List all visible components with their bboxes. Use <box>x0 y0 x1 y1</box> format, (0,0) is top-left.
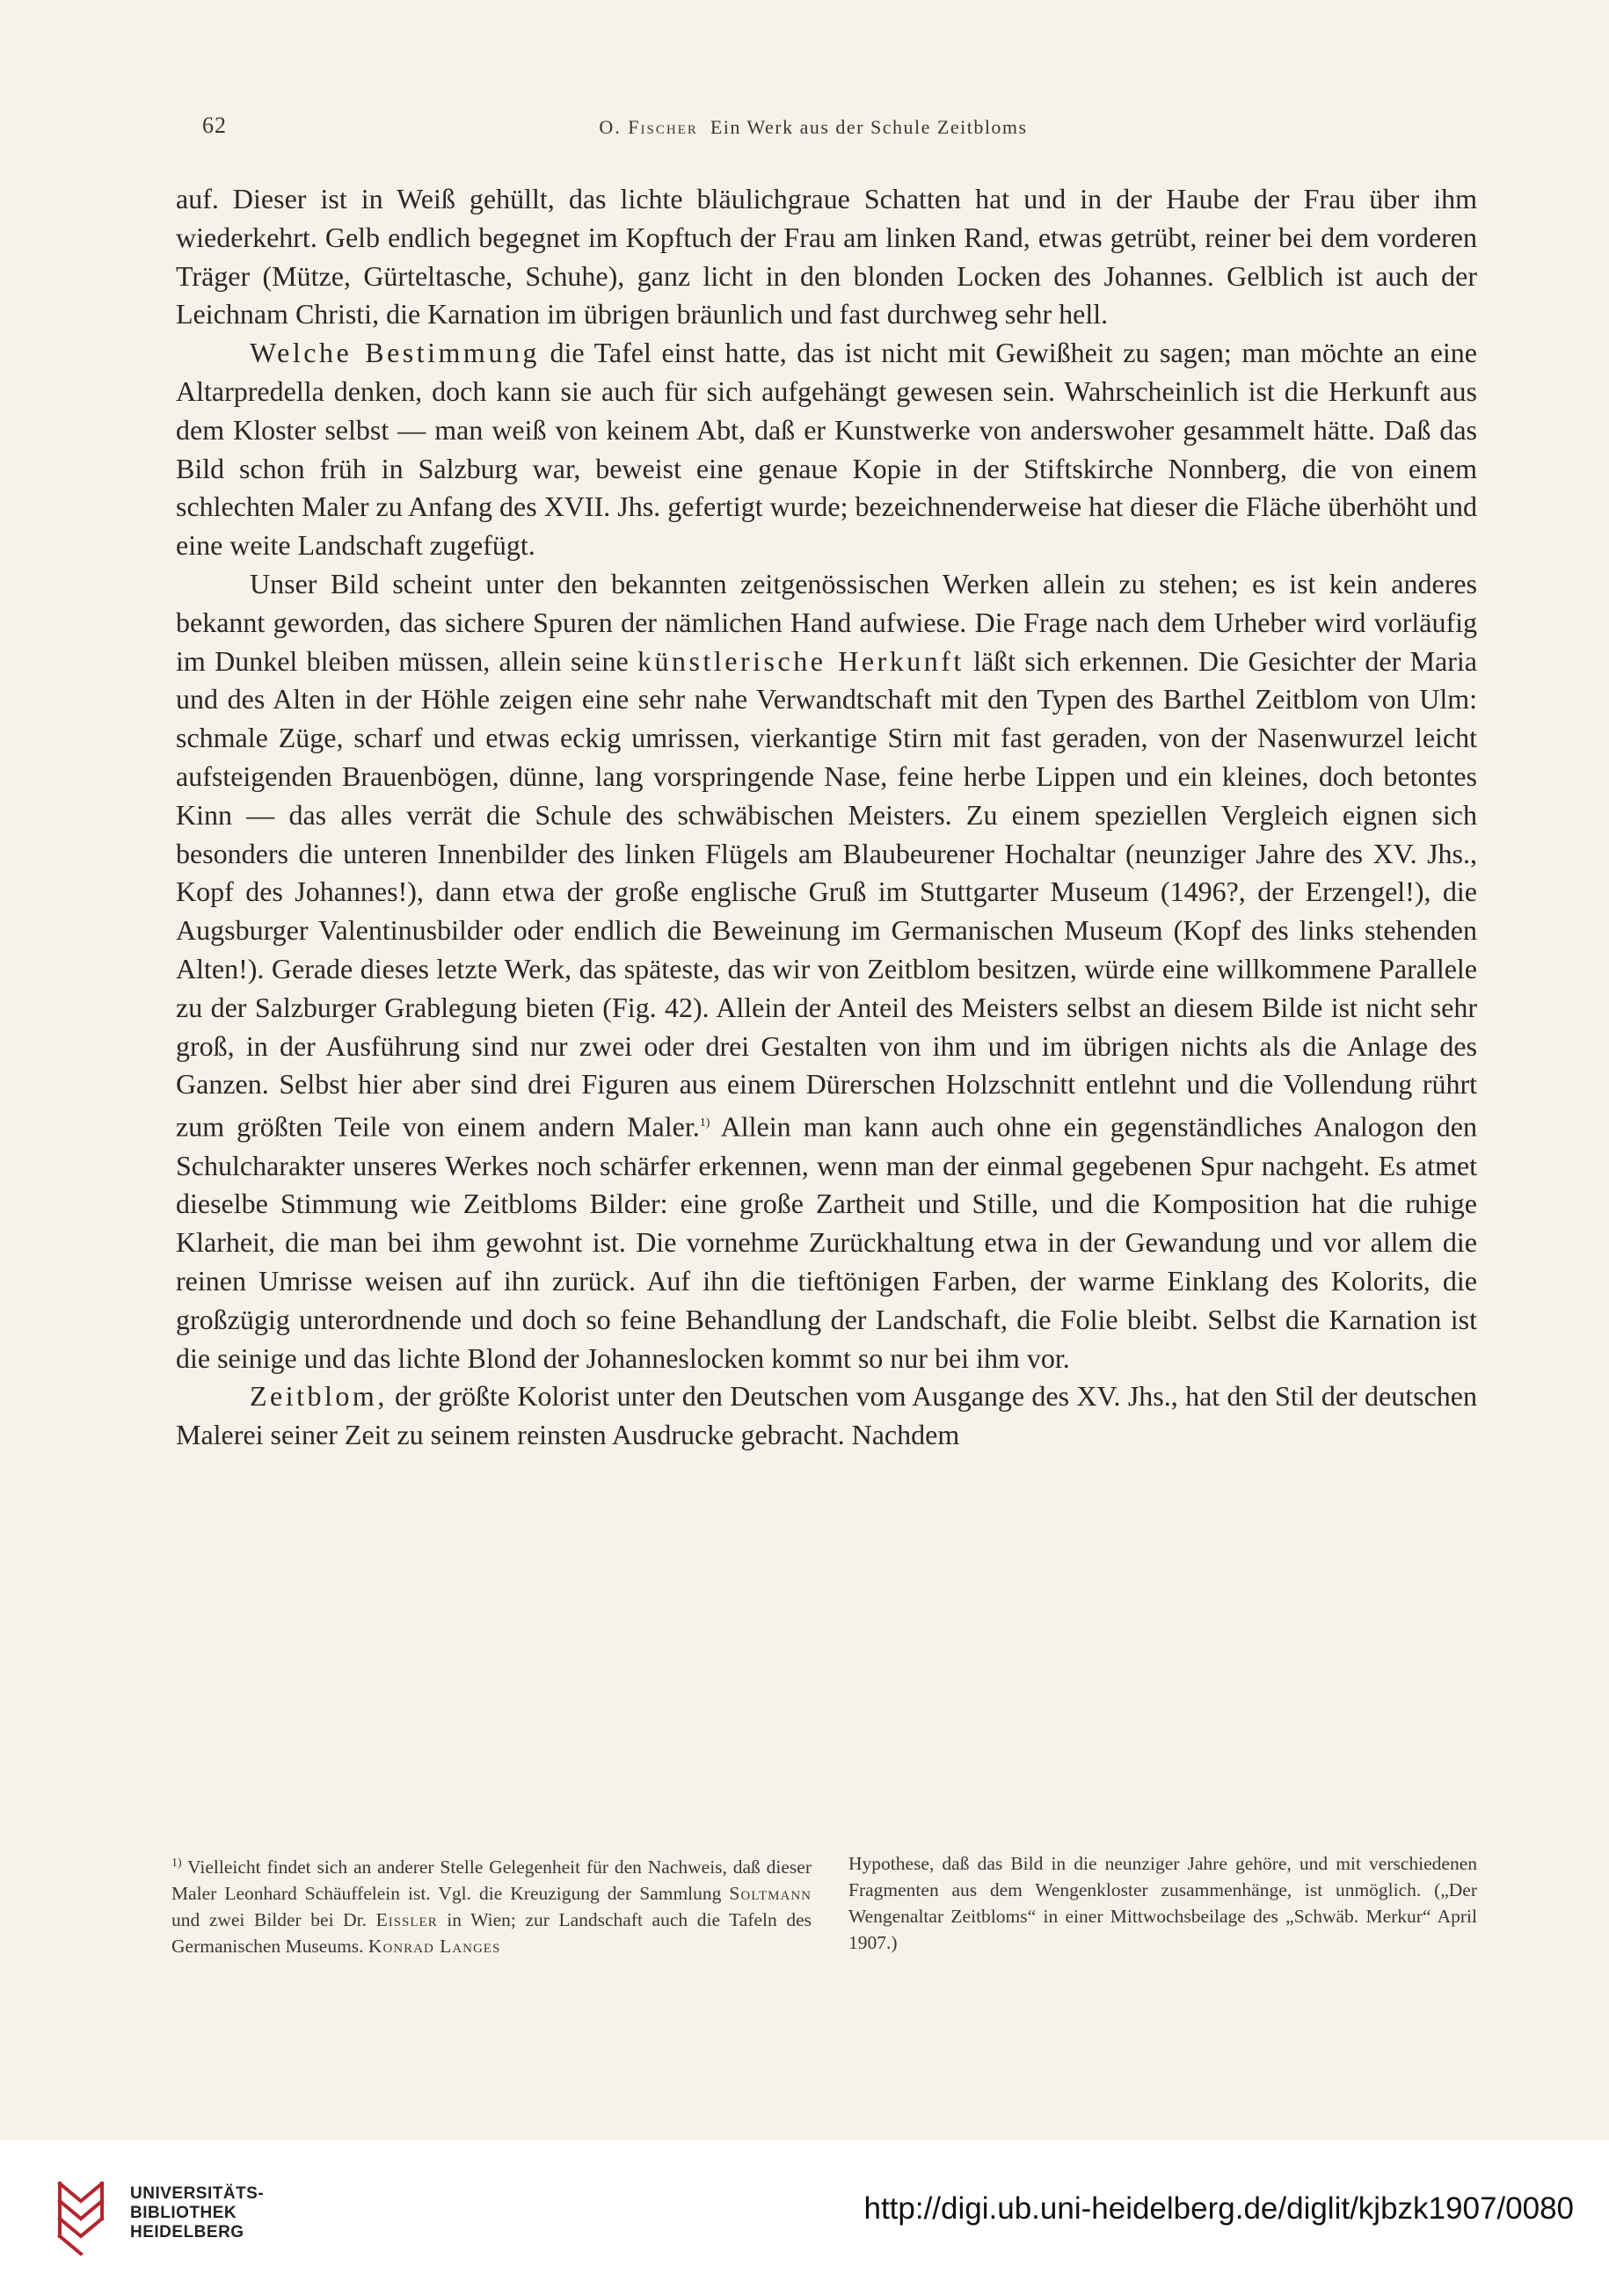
running-head-title: Ein Werk aus der Schule Zeitbloms <box>710 116 1028 138</box>
running-head <box>176 116 1451 139</box>
paragraph-3-text-b: läßt sich erkennen. Die Gesichter der Maria und des Alten in der Höhle zeigen eine sehr nahe Verwandtschaft mit den Typen des Barthel Zeitblom von Ulm: schmale Züge, scharf und etwas eckig umrissen, vierkantige Stirn mit fast geraden, von der Nasenwurzel leicht aufsteigenden Brauenbögen, dünne, lang vorspringende Nase, feine herbe Lippen und ein kleines, doch betontes Kinn — das alles verrät die Schule des schwäbischen Meisters. Zu einem speziellen Vergleich eignen sich besonders die unteren Innenbilder des linken Flügels am Blaubeurener Hochaltar (neunziger Jahre des XV. Jhs., Kopf des Johannes!), dann etwa der große englische Gruß im Stuttgarter Museum (1496?, der Erzengel!), die Augsburger Valentinusbilder oder endlich die Beweinung im Germanischen Museum (Kopf des links stehenden Alten!). Gerade dieses letzte Werk, das späteste, das wir von Zeitblom besitzen, würde eine willkommene Parallele zu der Salzburger Grablegung bieten (Fig. 42). Allein der Anteil des Meisters selbst an diesem Bilde ist nicht sehr groß, in der Ausführung sind nur zwei oder drei Gestalten von ihm und im übrigen nichts als die Anlage des Ganzen. Selbst hier aber sind drei Figuren aus einem Dürerschen Holzschnitt entlehnt und die Vollendung rührt zum größten Teile von einem andern Maler. <box>176 644 1478 1143</box>
page-number: 62 <box>202 113 227 138</box>
library-name <box>130 2184 264 2242</box>
footnote-name: Konrad Langes <box>368 1936 501 1958</box>
footnote-text-b: und zwei Bilder bei Dr. <box>171 1909 376 1931</box>
page-header <box>176 113 1451 148</box>
source-url-link[interactable]: http://digi.ub.uni-heidelberg.de/diglit/kjbzk1907/0080 <box>863 2191 1574 2226</box>
paragraph-2-text: die Tafel einst hatte, das ist nicht mit Gewißheit zu sagen; man möchte an eine Altarpredella denken, doch kann sie auch für sich aufgehängt gewesen sein. Wahrscheinlich ist die Herkunft aus dem Kloster selbst — man weiß von keinem Abt, daß er Kunstwerke von anderswoher gesammelt hätte. Daß das Bild schon früh in Salzburg war, beweist eine genaue Kopie in der Stiftskirche Nonnberg, die von einem schlechten Maler zu Anfang des XVII. Jhs. gefertigt wurde; bezeichnenderweise hat dieser die Fläche überhöht und eine weite Landschaft zugefügt. <box>176 337 1478 562</box>
footnote-column-left <box>171 1850 812 1959</box>
library-name-line-2: BIBLIOTHEK <box>130 2204 237 2222</box>
spaced-emphasis: Zeitblom, <box>250 1380 388 1413</box>
paragraph-3 <box>176 565 1477 1377</box>
footnote-mark: 1) <box>171 1856 182 1870</box>
library-name-line-3: HEIDELBERG <box>130 2223 244 2242</box>
paragraph-3-text-c: Allein man kann auch ohne ein gegenständliches Analogon den Schulcharakter unseres Werkes noch schärfer erkennen, wenn man der einmal gegebenen Spur nachgeht. Es atmet dieselbe Stimmung wie Zeitbloms Bilder: eine große Zartheit und Stille, und die Komposition hat die ruhige Klarheit, die man bei ihm gewohnt ist. Die vornehme Zurückhaltung etwa in der Gewandung und vor allem die reinen Umrisse weisen auf ihn zurück. Auf ihn die tieftönigen Farben, der warme Einklang des Kolorits, die großzügig unterordnende und doch so feine Behandlung der Landschaft, die Folie bleibt. Selbst die Karnation ist die seinige und das lichte Blond der Johanneslocken kommt so nur bei ihm vor. <box>176 1110 1478 1374</box>
body-text <box>176 180 1477 1455</box>
footnote-name: Eissler <box>375 1909 438 1931</box>
footnote-text-a: Vielleicht findet sich an anderer Stelle Gelegenheit für den Nachweis, daß dieser Maler Leonhard Schäuffelein ist. Vgl. die Kreuzigung der Sammlung <box>171 1856 812 1905</box>
footnote-reference[interactable]: 1) <box>699 1116 710 1130</box>
footnote-name: Soltmann <box>729 1883 812 1905</box>
spaced-emphasis: Welche Bestimmung <box>250 337 540 369</box>
library-footer <box>0 2140 1609 2296</box>
paragraph-3-text-a: Unser Bild scheint unter den bekannten zeitgenössischen Werken allein zu stehen; es ist kein anderes bekannt geworden, das sichere Spuren der nämlichen Hand aufwiese. Die Frage nach dem Urheber wird vorläufig im Dunkel bleiben müssen, allein seine <box>176 567 1477 677</box>
footnote-column-right: Hypothese, daß das Bild in die neunziger Jahre gehöre, und mit verschiedenen Fragmenten aus dem Wengenkloster zusammenhänge, ist unmöglich. („Der Wengenaltar Zeitbloms“ in einer Mittwochsbeilage des „Schwäb. Merkur“ April 1907.) <box>848 1853 1477 1953</box>
footnotes <box>171 1850 1477 1959</box>
paragraph-1: auf. Dieser ist in Weiß gehüllt, das lichte bläulichgraue Schatten hat und in der Haube der Frau über ihm wiederkehrt. Gelb endlich begegnet im Kopftuch der Frau am linken Rand, etwas getrübt, reiner bei dem vorderen Träger (Mütze, Gürteltasche, Schuhe), ganz licht in den blonden Locken des Johannes. Gelblich ist auch der Leichnam Christi, die Karnation im übrigen bräunlich und fast durchweg sehr hell. <box>176 183 1477 331</box>
running-head-author: O. Fischer <box>599 116 698 138</box>
paragraph-4-text: der größte Kolorist unter den Deutschen vom Ausgange des XV. Jhs., hat den Stil der deutschen Malerei seiner Zeit zu seinem reinsten Ausdrucke gebracht. Nachdem <box>176 1380 1477 1451</box>
spaced-emphasis: künstlerische Herkunft <box>637 644 965 677</box>
paragraph-4 <box>176 1377 1477 1455</box>
footnote-text-c: in Wien; zur Landschaft auch die Tafeln des Germanischen Museums. <box>171 1909 812 1958</box>
library-name-line-1: UNIVERSITÄTS- <box>130 2184 265 2203</box>
university-library-logo-icon[interactable] <box>51 2171 113 2256</box>
paragraph-2 <box>176 334 1477 565</box>
